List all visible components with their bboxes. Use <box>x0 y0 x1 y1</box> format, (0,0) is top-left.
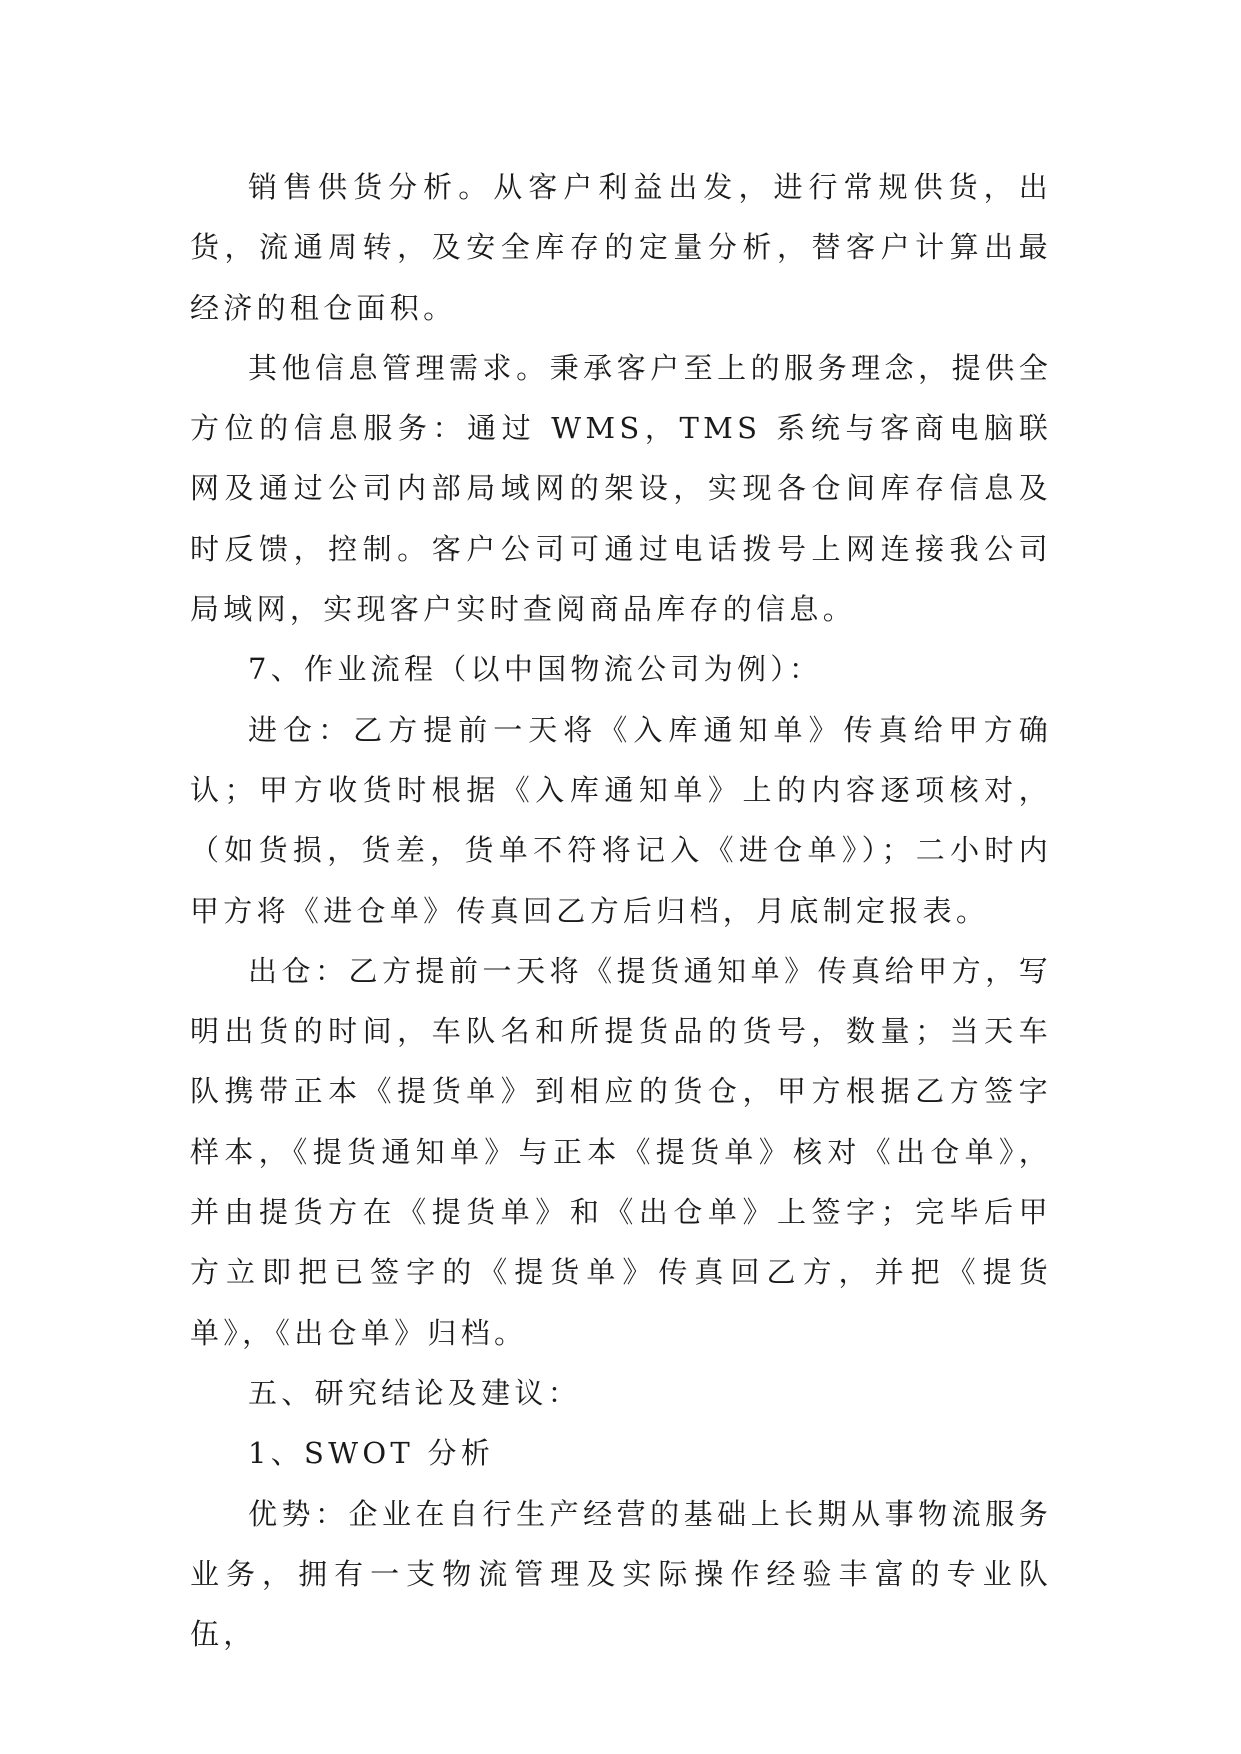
document-body <box>190 157 1052 1664</box>
paragraph-sales-supply-analysis: 销售供货分析。从客户利益出发，进行常规供货，出货，流通周转，及安全库存的定量分析，替客户计算出最经济的租仓面积。 <box>190 170 1052 325</box>
paragraph-information-management: 其他信息管理需求。秉承客户至上的服务理念，提供全方位的信息服务：通过 WMS，TMS 系统与客商电脑联网及通过公司内部局域网的架设，实现各仓间库存信息及时反馈，控制。客户公司可通过电话拨号上网连接我公司局域网，实现客户实时查阅商品库存的信息。 <box>190 350 1052 627</box>
paragraph-warehouse-out: 出仓：乙方提前一天将《提货通知单》传真给甲方，写明出货的时间，车队名和所提货品的货号，数量；当天车队携带正本《提货单》到相应的货仓，甲方根据乙方签字样本，《提货通知单》与正本《提货单》核对《出仓单》，并由提货方在《提货单》和《出仓单》上签字；完毕后甲方立即把已签字的《提货单》传真回乙方，并把《提货单》，《出仓单》归档。 <box>190 953 1052 1350</box>
section-heading-conclusions: 五、研究结论及建议： <box>248 1375 582 1410</box>
subsection-heading-swot: 1、SWOT 分析 <box>248 1436 495 1471</box>
paragraph-warehouse-in: 进仓：乙方提前一天将《入库通知单》传真给甲方确认；甲方收货时根据《入库通知单》上的内容逐项核对，（如货损，货差，货单不符将记入《进仓单》）；二小时内甲方将《进仓单》传真回乙方后归档，月底制定报表。 <box>190 712 1052 928</box>
paragraph-strengths: 优势：企业在自行生产经营的基础上长期从事物流服务业务，拥有一支物流管理及实际操作经验丰富的专业队伍， <box>190 1496 1052 1652</box>
paragraph-operation-process-heading: 7、作业流程（以中国物流公司为例）： <box>248 652 823 687</box>
